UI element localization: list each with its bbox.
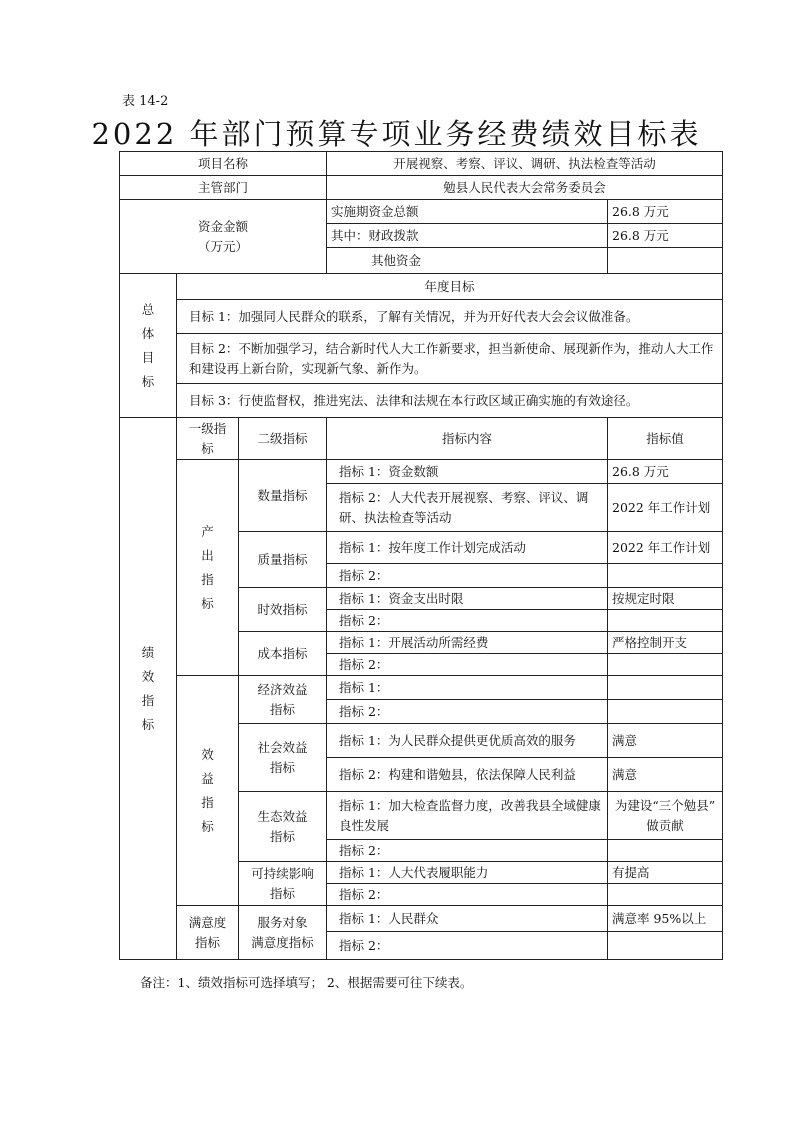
satisfaction-indicators-label: 满意度 指标 [177,906,239,960]
cost-indicator-label: 成本指标 [239,632,327,676]
goal-row [120,384,723,418]
goals-header-row [120,274,723,300]
department-row [120,176,723,200]
funds-label [120,200,327,274]
goal-item: 目标 3：行使监督权，推进宪法、法律和法规在本行政区域正确实施的有效途径。 [177,384,723,418]
goal-row [120,334,723,384]
indicator-content: 指标 1：按年度工作计划完成活动 [327,532,608,564]
indicator-value: 2022 年工作计划 [608,532,723,564]
project-name-row [120,152,723,176]
indicator-value: 满意 [608,724,723,758]
ecological-indicator-label: 生态效益 指标 [239,792,327,862]
indicator-row [120,906,723,932]
funds-fiscal-value: 26.8 万元 [608,224,723,248]
quantity-indicator-label: 数量指标 [239,460,327,532]
indicator-value [608,676,723,700]
indicator-value: 满意 [608,758,723,792]
funds-other-value [608,248,723,274]
indicator-content: 指标 1：资金支出时限 [327,588,608,610]
goal-item: 目标 2：不断加强学习，结合新时代人大工作新要求，担当新使命、展现新作为，推动人大工作和建设再上新台阶，实现新气象、新作为。 [177,334,723,384]
indicators-header-row [120,418,723,460]
goal-row [120,300,723,334]
indicator-content: 指标 2： [327,610,608,632]
indicator-row [120,676,723,700]
indicator-content: 指标 1：资金数额 [327,460,608,484]
indicator-value: 为建设“三个勉县” 做贡献 [608,792,723,840]
indicator-content: 指标 2： [327,700,608,724]
timeliness-indicator-label: 时效指标 [239,588,327,632]
indicator-content: 指标 2： [327,884,608,906]
indicator-value [608,564,723,588]
indicator-value [608,932,723,960]
indicator-content: 指标 1：为人民群众提供更优质高效的服务 [327,724,608,758]
indicator-content: 指标 2： [327,654,608,676]
indicator-value [608,610,723,632]
indicator-value [608,654,723,676]
indicator-value [608,700,723,724]
indicator-value: 按规定时限 [608,588,723,610]
indicator-row [120,460,723,484]
indicator-content: 指标 1：人民群众 [327,906,608,932]
funds-label-line1: 资金金额 [197,218,248,234]
indicator-value [608,884,723,906]
header-level1: 一级指 标 [177,418,239,460]
funds-other-label: 其他资金 [327,248,608,274]
indicator-value: 26.8 万元 [608,460,723,484]
indicator-content: 指标 1： [327,676,608,700]
economic-indicator-label: 经济效益 指标 [239,676,327,724]
funds-row [120,200,723,224]
social-indicator-label: 社会效益 指标 [239,724,327,792]
indicator-value: 2022 年工作计划 [608,484,723,532]
footnote: 备注：1、绩效指标可选择填写； 2、根据需要可往下续表。 [140,975,473,990]
funds-total-value: 26.8 万元 [608,200,723,224]
indicator-value: 满意率 95%以上 [608,906,723,932]
indicator-content: 指标 2：构建和谐勉县，依法保障人民利益 [327,758,608,792]
header-content: 指标内容 [327,418,608,460]
funds-label-line2: （万元） [197,238,248,254]
sustainable-indicator-label: 可持续影响 指标 [239,862,327,906]
benefit-indicators-label: 效 益 指 标 [177,676,239,906]
department-label: 主管部门 [120,176,327,200]
indicator-content: 指标 1：开展活动所需经费 [327,632,608,654]
indicator-value: 有提高 [608,862,723,884]
funds-total-label: 实施期资金总额 [327,200,608,224]
indicators-section-label: 绩 效 指 标 [120,418,177,960]
indicator-value: 严格控制开支 [608,632,723,654]
header-value: 指标值 [608,418,723,460]
project-name-label: 项目名称 [120,152,327,176]
department-value: 勉县人民代表大会常务委员会 [327,176,723,200]
indicator-content: 指标 1：人大代表履职能力 [327,862,608,884]
indicator-content: 指标 2：人大代表开展视察、考察、评议、调研、执法检查等活动 [327,484,608,532]
goals-section-label: 总 体 目 标 [120,274,177,418]
quality-indicator-label: 质量指标 [239,532,327,588]
table-number: 表 14-2 [122,94,169,109]
output-indicators-label: 产 出 指 标 [177,460,239,676]
goals-header: 年度目标 [177,274,723,300]
header-level2: 二级指标 [239,418,327,460]
service-satisfaction-label: 服务对象 满意度指标 [239,906,327,960]
page-title: 2022 年部门预算专项业务经费绩效目标表 [91,117,702,151]
project-name-value: 开展视察、考察、评议、调研、执法检查等活动 [327,152,723,176]
indicator-content: 指标 2： [327,564,608,588]
indicator-value [608,840,723,862]
performance-target-table [119,151,723,960]
indicator-content: 指标 2： [327,840,608,862]
goal-item: 目标 1：加强同人民群众的联系，了解有关情况，并为开好代表大会会议做准备。 [177,300,723,334]
indicator-content: 指标 1：加大检查监督力度，改善我县全域健康良性发展 [327,792,608,840]
funds-fiscal-label: 其中：财政拨款 [327,224,608,248]
indicator-content: 指标 2： [327,932,608,960]
